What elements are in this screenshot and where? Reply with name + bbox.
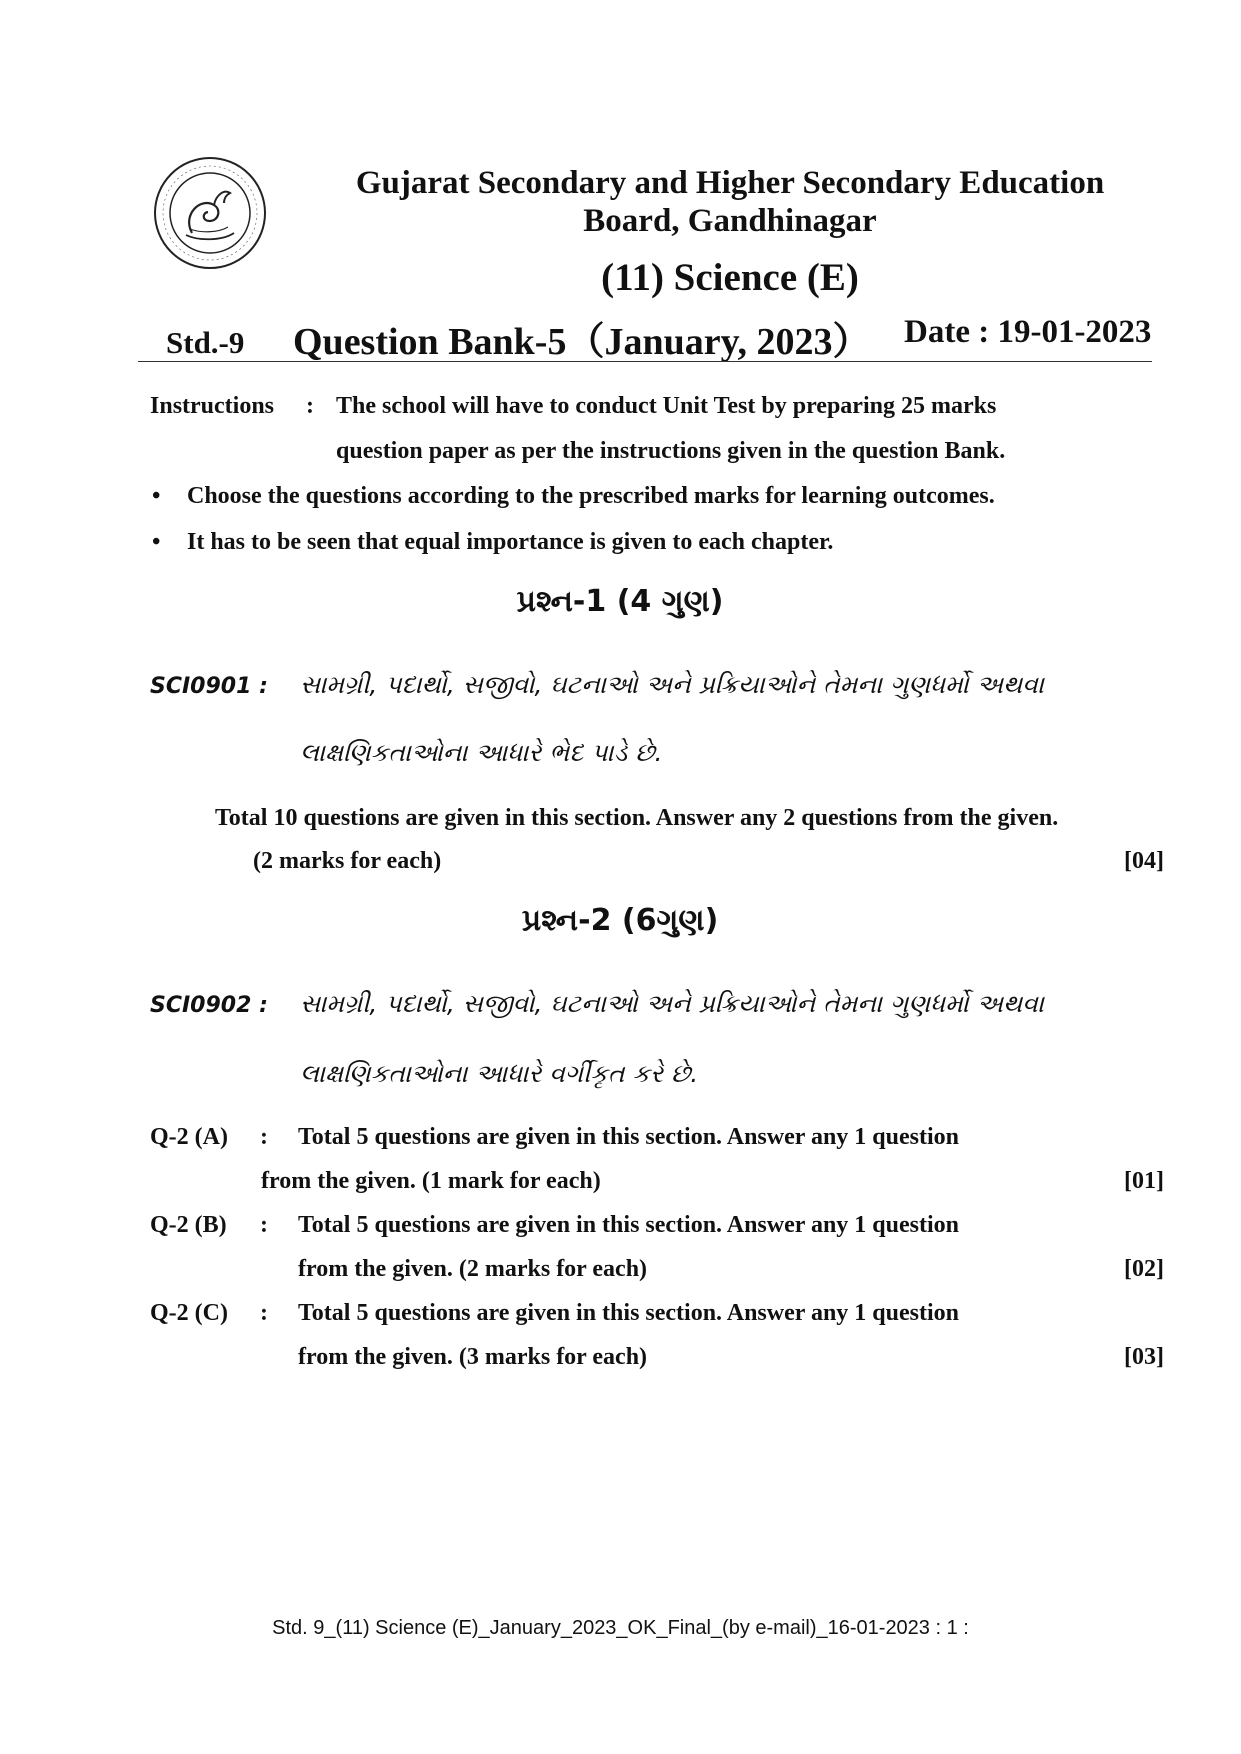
date-label: Date : 19-01-2023 [904,314,1152,350]
learning-outcome-code: SCI0902 : [150,993,268,1018]
part-label: Q-2 (B) [150,1212,227,1238]
page-footer: Std. 9_(11) Science (E)_January_2023_OK_Final_(by e-mail)_16-01-2023 : 1 : [272,1617,969,1639]
question2-heading: પ્રશ્ન-2 (6ગુણ) [521,903,719,938]
instructions-line2: question paper as per the instructions given in the question Bank. [336,438,1006,464]
part-label: Q-2 (C) [150,1300,228,1326]
instructions-label: Instructions [150,393,275,419]
part-instruction-line2: from the given. (3 marks for each) [298,1344,648,1370]
part-instruction-line2: from the given. (1 mark for each) [261,1168,601,1194]
board-name-line1: Gujarat Secondary and Higher Secondary Education [355,165,1105,201]
part-colon: : [260,1300,268,1326]
board-seal-icon [152,155,268,271]
part-instruction-line1: Total 5 questions are given in this section. Answer any 1 question [298,1124,959,1150]
part-instruction-line1: Total 5 questions are given in this section. Answer any 1 question [298,1212,959,1238]
part-marks: [02] [1124,1256,1164,1282]
learning-outcome-line2: લાક્ષણિકતાઓના આધારે ભેદ પાડે છે. [300,738,663,767]
standard-label: Std.-9 [166,325,245,360]
learning-outcome-line1: સામગ્રી, પદાર્થો, સજીવો, ઘટનાઓ અને પ્રક્રિયાઓને તેમના ગુણધર્મો અથવા [300,670,1044,699]
instruction-bullet: Choose the questions according to the prescribed marks for learning outcomes. [187,483,995,509]
part-marks: [01] [1124,1168,1164,1194]
instructions-line1: The school will have to conduct Unit Test by preparing 25 marks [336,393,997,419]
bullet-icon: • [152,483,161,509]
part-label: Q-2 (A) [150,1124,228,1150]
part-instruction-line2: from the given. (2 marks for each) [298,1256,648,1282]
learning-outcome-line2: લાક્ષણિકતાઓના આધારે વર્ગીકૃત કરે છે. [300,1059,699,1088]
part-instruction-line1: Total 5 questions are given in this section. Answer any 1 question [298,1300,959,1326]
header-divider [138,361,1152,362]
instruction-bullet: It has to be seen that equal importance is given to each chapter. [187,529,834,555]
part-colon: : [260,1124,268,1150]
part-marks: [03] [1124,1344,1164,1370]
part-colon: : [260,1212,268,1238]
section-instruction-line1: Total 10 questions are given in this section. Answer any 2 questions from the given. [215,805,1059,831]
section-instruction-line2: (2 marks for each) [253,848,442,874]
board-name-line2: Board, Gandhinagar [583,203,877,239]
section-marks: [04] [1124,848,1164,874]
instructions-colon: : [306,393,314,419]
question1-heading: પ્રશ્ન-1 (4 ગુણ) [516,584,724,619]
learning-outcome-code: SCI0901 : [150,674,268,699]
question-bank-title: Question Bank-5（January, 2023） [293,321,871,363]
learning-outcome-line1: સામગ્રી, પદાર્થો, સજીવો, ઘટનાઓ અને પ્રક્રિયાઓને તેમના ગુણધર્મો અથવા [300,989,1044,1018]
subject-title: (11) Science (E) [601,256,859,299]
bullet-icon: • [152,529,161,555]
